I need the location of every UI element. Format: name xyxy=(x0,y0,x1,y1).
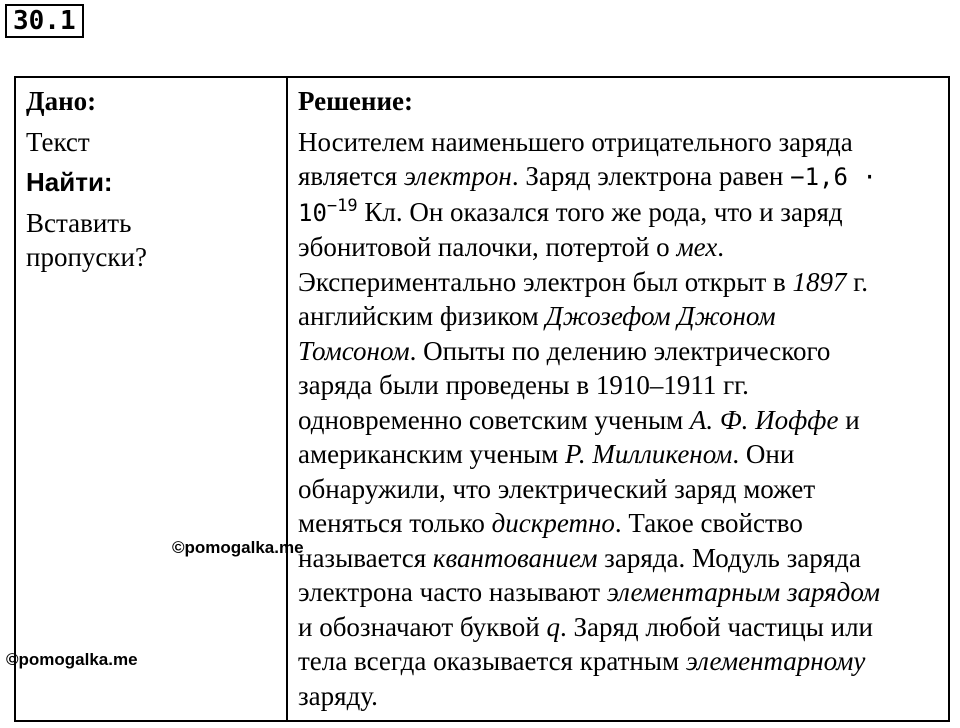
problem-number: 30.1 xyxy=(5,4,84,38)
solution-table xyxy=(14,76,950,722)
solution-line-14: электрона часто называют элементарным зарядом xyxy=(298,577,881,607)
solution-line-10: американским ученым Р. Милликеном. Они xyxy=(298,439,795,469)
charge-exponent: −19 xyxy=(326,195,358,216)
solution-line-4: эбонитовой палочки, потертой о мех. xyxy=(298,232,725,262)
solution-line-16: тела всегда оказывается кратным элементарному xyxy=(298,646,866,676)
solution-line-3: $10^{-19}$ Кл. Он оказался того же рода, что и заряд xyxy=(298,195,843,227)
solution-line-17: заряду. xyxy=(298,680,378,711)
find-line-2: пропуски? xyxy=(26,242,147,272)
solution-line-15: и обозначают буквой q. Заряд любой частицы или xyxy=(298,611,873,642)
solution-line-9: одновременно советским ученым А. Ф. Иоффе и xyxy=(298,404,860,435)
solution-line-5: Экспериментально электрон был открыт в 1897 г. xyxy=(298,266,869,297)
solution-line-7: Томсоном. Опыты по делению электрического xyxy=(298,335,831,366)
solution-line-2: является электрон. Заряд электрона равен −1,6 · xyxy=(298,161,877,191)
solution-column xyxy=(287,77,949,721)
solution-line-1: Носителем наименьшего отрицательного заряда xyxy=(298,126,853,157)
given-column xyxy=(15,77,287,721)
solution-line-11: обнаружили, что электрический заряд может xyxy=(298,473,816,504)
solution-paragraph xyxy=(298,125,938,714)
given-text: Текст xyxy=(26,126,90,157)
watermark-bottom-left: ©pomogalka.me xyxy=(6,650,138,669)
solution-line-6: английским физиком Джозефом Джоном xyxy=(298,301,776,331)
solution-heading: Решение: xyxy=(298,86,413,116)
charge-mantissa: −1,6 · xyxy=(790,163,877,191)
solution-line-8: заряда были проведены в 1910–1911 гг. xyxy=(298,370,749,400)
charge-base: 10 xyxy=(298,198,327,227)
solution-line-12: меняться только дискретно. Такое свойство xyxy=(298,508,803,538)
find-heading: Найти: xyxy=(26,167,113,197)
solution-line-13: называется квантованием заряда. Модуль заряда xyxy=(298,542,861,573)
watermark-center: ©pomogalka.me xyxy=(172,538,304,557)
find-line-1: Вставить xyxy=(26,207,132,238)
given-heading: Дано: xyxy=(26,86,97,116)
